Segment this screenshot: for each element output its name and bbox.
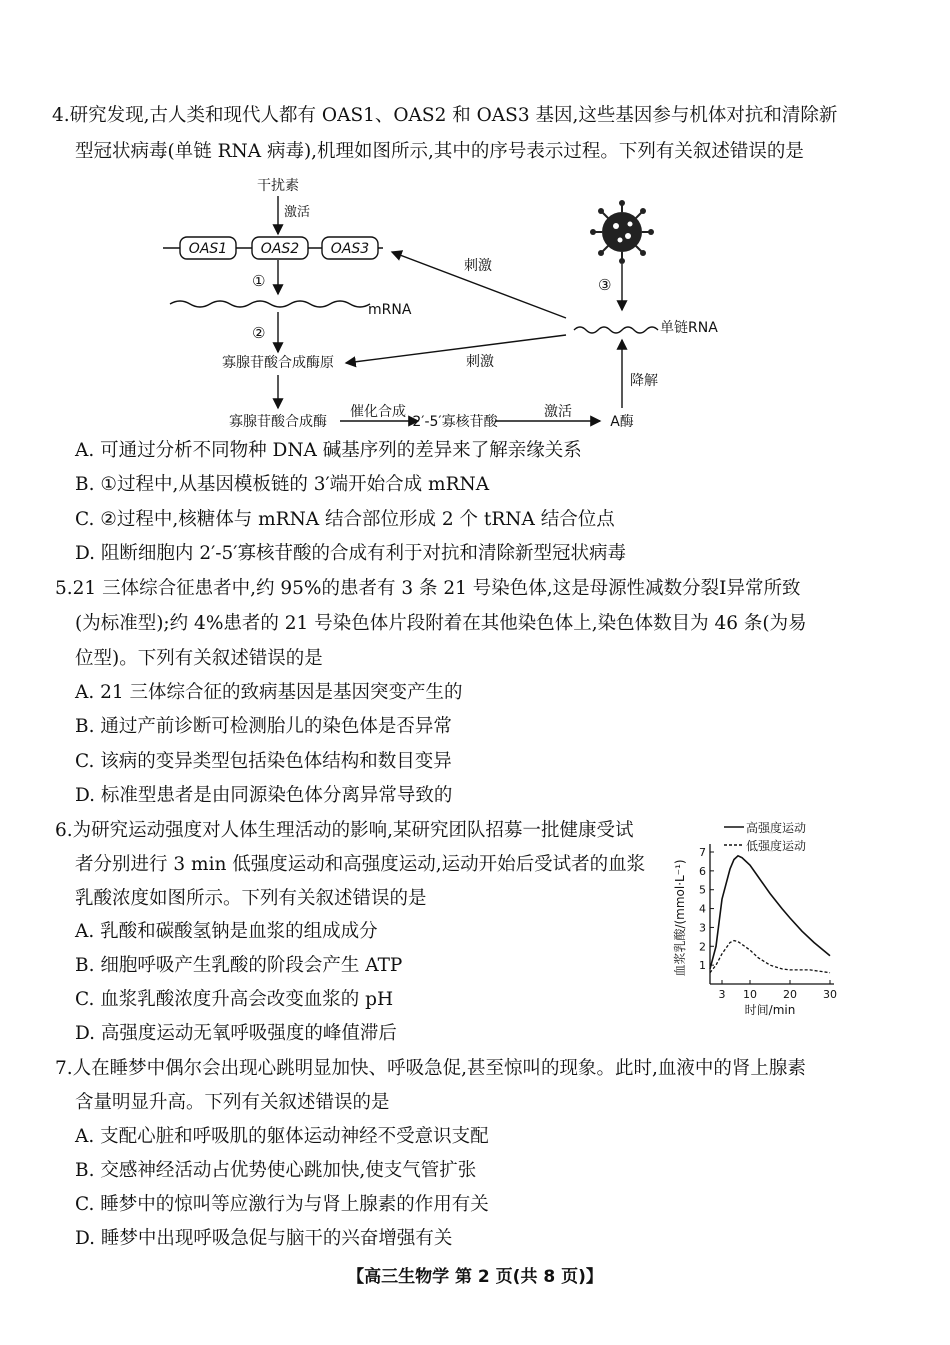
q6-stem-line3: 乳酸浓度如图所示。下列有关叙述错误的是 — [75, 888, 427, 909]
oas2-label: OAS2 — [260, 241, 300, 257]
enzyme-label: 寡腺苷酸合成酶 — [229, 414, 327, 430]
stimulate1-label: 刺激 — [464, 258, 492, 274]
oas1-label: OAS1 — [188, 241, 228, 257]
q4-option-c: C. ②过程中,核糖体与 mRNA 结合部位形成 2 个 tRNA 结合位点 — [75, 509, 615, 530]
q5-option-b: B. 通过产前诊断可检测胎儿的染色体是否异常 — [75, 716, 452, 737]
ssrna-label: 单链RNA — [660, 320, 718, 336]
catalyze-label: 催化合成 — [350, 404, 406, 420]
q7-option-b: B. 交感神经活动占优势使心跳加快,使支气管扩张 — [75, 1160, 477, 1181]
x-tick-label: 30 — [823, 988, 837, 1001]
q6-option-b: B. 细胞呼吸产生乳酸的阶段会产生 ATP — [75, 955, 403, 976]
degrade-label: 降解 — [630, 373, 658, 389]
q7-stem-line2: 含量明显升高。下列有关叙述错误的是 — [75, 1092, 390, 1113]
q5-option-d: D. 标准型患者是由同源染色体分离异常导致的 — [75, 785, 453, 806]
lactate-line-chart — [672, 812, 852, 1022]
q5-stem-line3: 位型)。下列有关叙述错误的是 — [75, 648, 323, 669]
y-tick-label: 5 — [699, 883, 706, 897]
legend-low-label: 低强度运动 — [746, 839, 807, 853]
y-tick-label: 1 — [699, 959, 706, 973]
x-tick-label: 3 — [718, 988, 726, 1001]
q6-option-c: C. 血浆乳酸浓度升高会改变血浆的 pH — [75, 989, 394, 1010]
q7-option-a: A. 支配心脏和呼吸肌的躯体运动神经不受意识支配 — [75, 1126, 489, 1147]
q6-option-d: D. 高强度运动无氧呼吸强度的峰值滞后 — [75, 1023, 397, 1044]
x-axis-label: 时间/min — [744, 1003, 796, 1017]
stimulate2-label: 刺激 — [466, 354, 494, 370]
q7-option-d: D. 睡梦中出现呼吸急促与脑干的兴奋增强有关 — [75, 1228, 453, 1249]
q5-option-a: A. 21 三体综合征的致病基因是基因突变产生的 — [75, 682, 463, 703]
x-tick-label: 20 — [783, 988, 797, 1001]
y-tick-label: 3 — [699, 921, 706, 935]
mrna-label: mRNA — [368, 302, 412, 318]
q7-option-c: C. 睡梦中的惊叫等应激行为与肾上腺素的作用有关 — [75, 1194, 489, 1215]
y-tick-label: 4 — [699, 902, 706, 916]
x-tick-label: 10 — [743, 988, 757, 1001]
y-tick-label: 6 — [699, 864, 706, 878]
q4-option-d: D. 阻断细胞内 2′-5′寡核苷酸的合成有利于对抗和清除新型冠状病毒 — [75, 543, 627, 564]
q6-option-a: A. 乳酸和碳酸氢钠是血浆的组成成分 — [75, 921, 378, 942]
proenzyme-label: 寡腺苷酸合成酶原 — [222, 355, 334, 371]
q5-stem-line2: (为标准型);约 4%患者的 21 号染色体片段附着在其他染色体上,染色体数目为 46 条(为易 — [75, 613, 807, 634]
q6-stem-line1: 6.为研究运动强度对人体生理活动的影响,某研究团队招募一批健康受试 — [55, 820, 634, 841]
q4-stem-line2: 型冠状病毒(单链 RNA 病毒),机理如图所示,其中的序号表示过程。下列有关叙述错误的是 — [75, 141, 804, 162]
series-low-intensity-line — [710, 941, 830, 973]
series-high-intensity-line — [710, 856, 830, 969]
q4-stem-line1: 4.研究发现,古人类和现代人都有 OAS1、OAS2 和 OAS3 基因,这些基因参与机体对抗和清除新 — [52, 105, 838, 126]
activate-bottom-label: 激活 — [544, 404, 572, 420]
step3-label: ③ — [598, 276, 612, 294]
q5-option-c: C. 该病的变异类型包括染色体结构和数目变异 — [75, 751, 452, 772]
q6-stem-line2: 者分别进行 3 min 低强度运动和高强度运动,运动开始后受试者的血浆 — [75, 854, 646, 875]
y-tick-label: 7 — [699, 846, 706, 859]
page-footer: 【高三生物学 第 2 页(共 8 页)】 — [347, 1267, 603, 1287]
y-axis-label: 血浆乳酸/(mmol·L⁻¹) — [673, 859, 687, 977]
virus-icon — [590, 200, 654, 264]
step1-label: ① — [252, 272, 266, 290]
y-tick-label: 2 — [699, 940, 706, 954]
legend-high-label: 高强度运动 — [746, 821, 807, 835]
ssrna-wave — [574, 327, 658, 333]
q4-mechanism-diagram — [0, 170, 950, 430]
step2-label: ② — [252, 324, 266, 342]
oligo-label: 2′-5′寡核苷酸 — [412, 414, 498, 430]
q7-stem-line1: 7.人在睡梦中偶尔会出现心跳明显加快、呼吸急促,甚至惊叫的现象。此时,血液中的肾上腺素 — [55, 1058, 806, 1079]
q4-option-b: B. ①过程中,从基因模板链的 3′端开始合成 mRNA — [75, 474, 490, 495]
q4-option-a: A. 可通过分析不同物种 DNA 碱基序列的差异来了解亲缘关系 — [75, 440, 582, 461]
interferon-label: 干扰素 — [257, 178, 299, 194]
activate-top-label: 激活 — [284, 205, 311, 220]
oas3-label: OAS3 — [330, 241, 370, 257]
q5-stem-line1: 5.21 三体综合征患者中,约 95%的患者有 3 条 21 号染色体,这是母源性减数分裂Ⅰ异常所致 — [55, 578, 801, 599]
enzyme-a-label: A酶 — [610, 414, 634, 430]
mrna-wave — [170, 301, 370, 307]
